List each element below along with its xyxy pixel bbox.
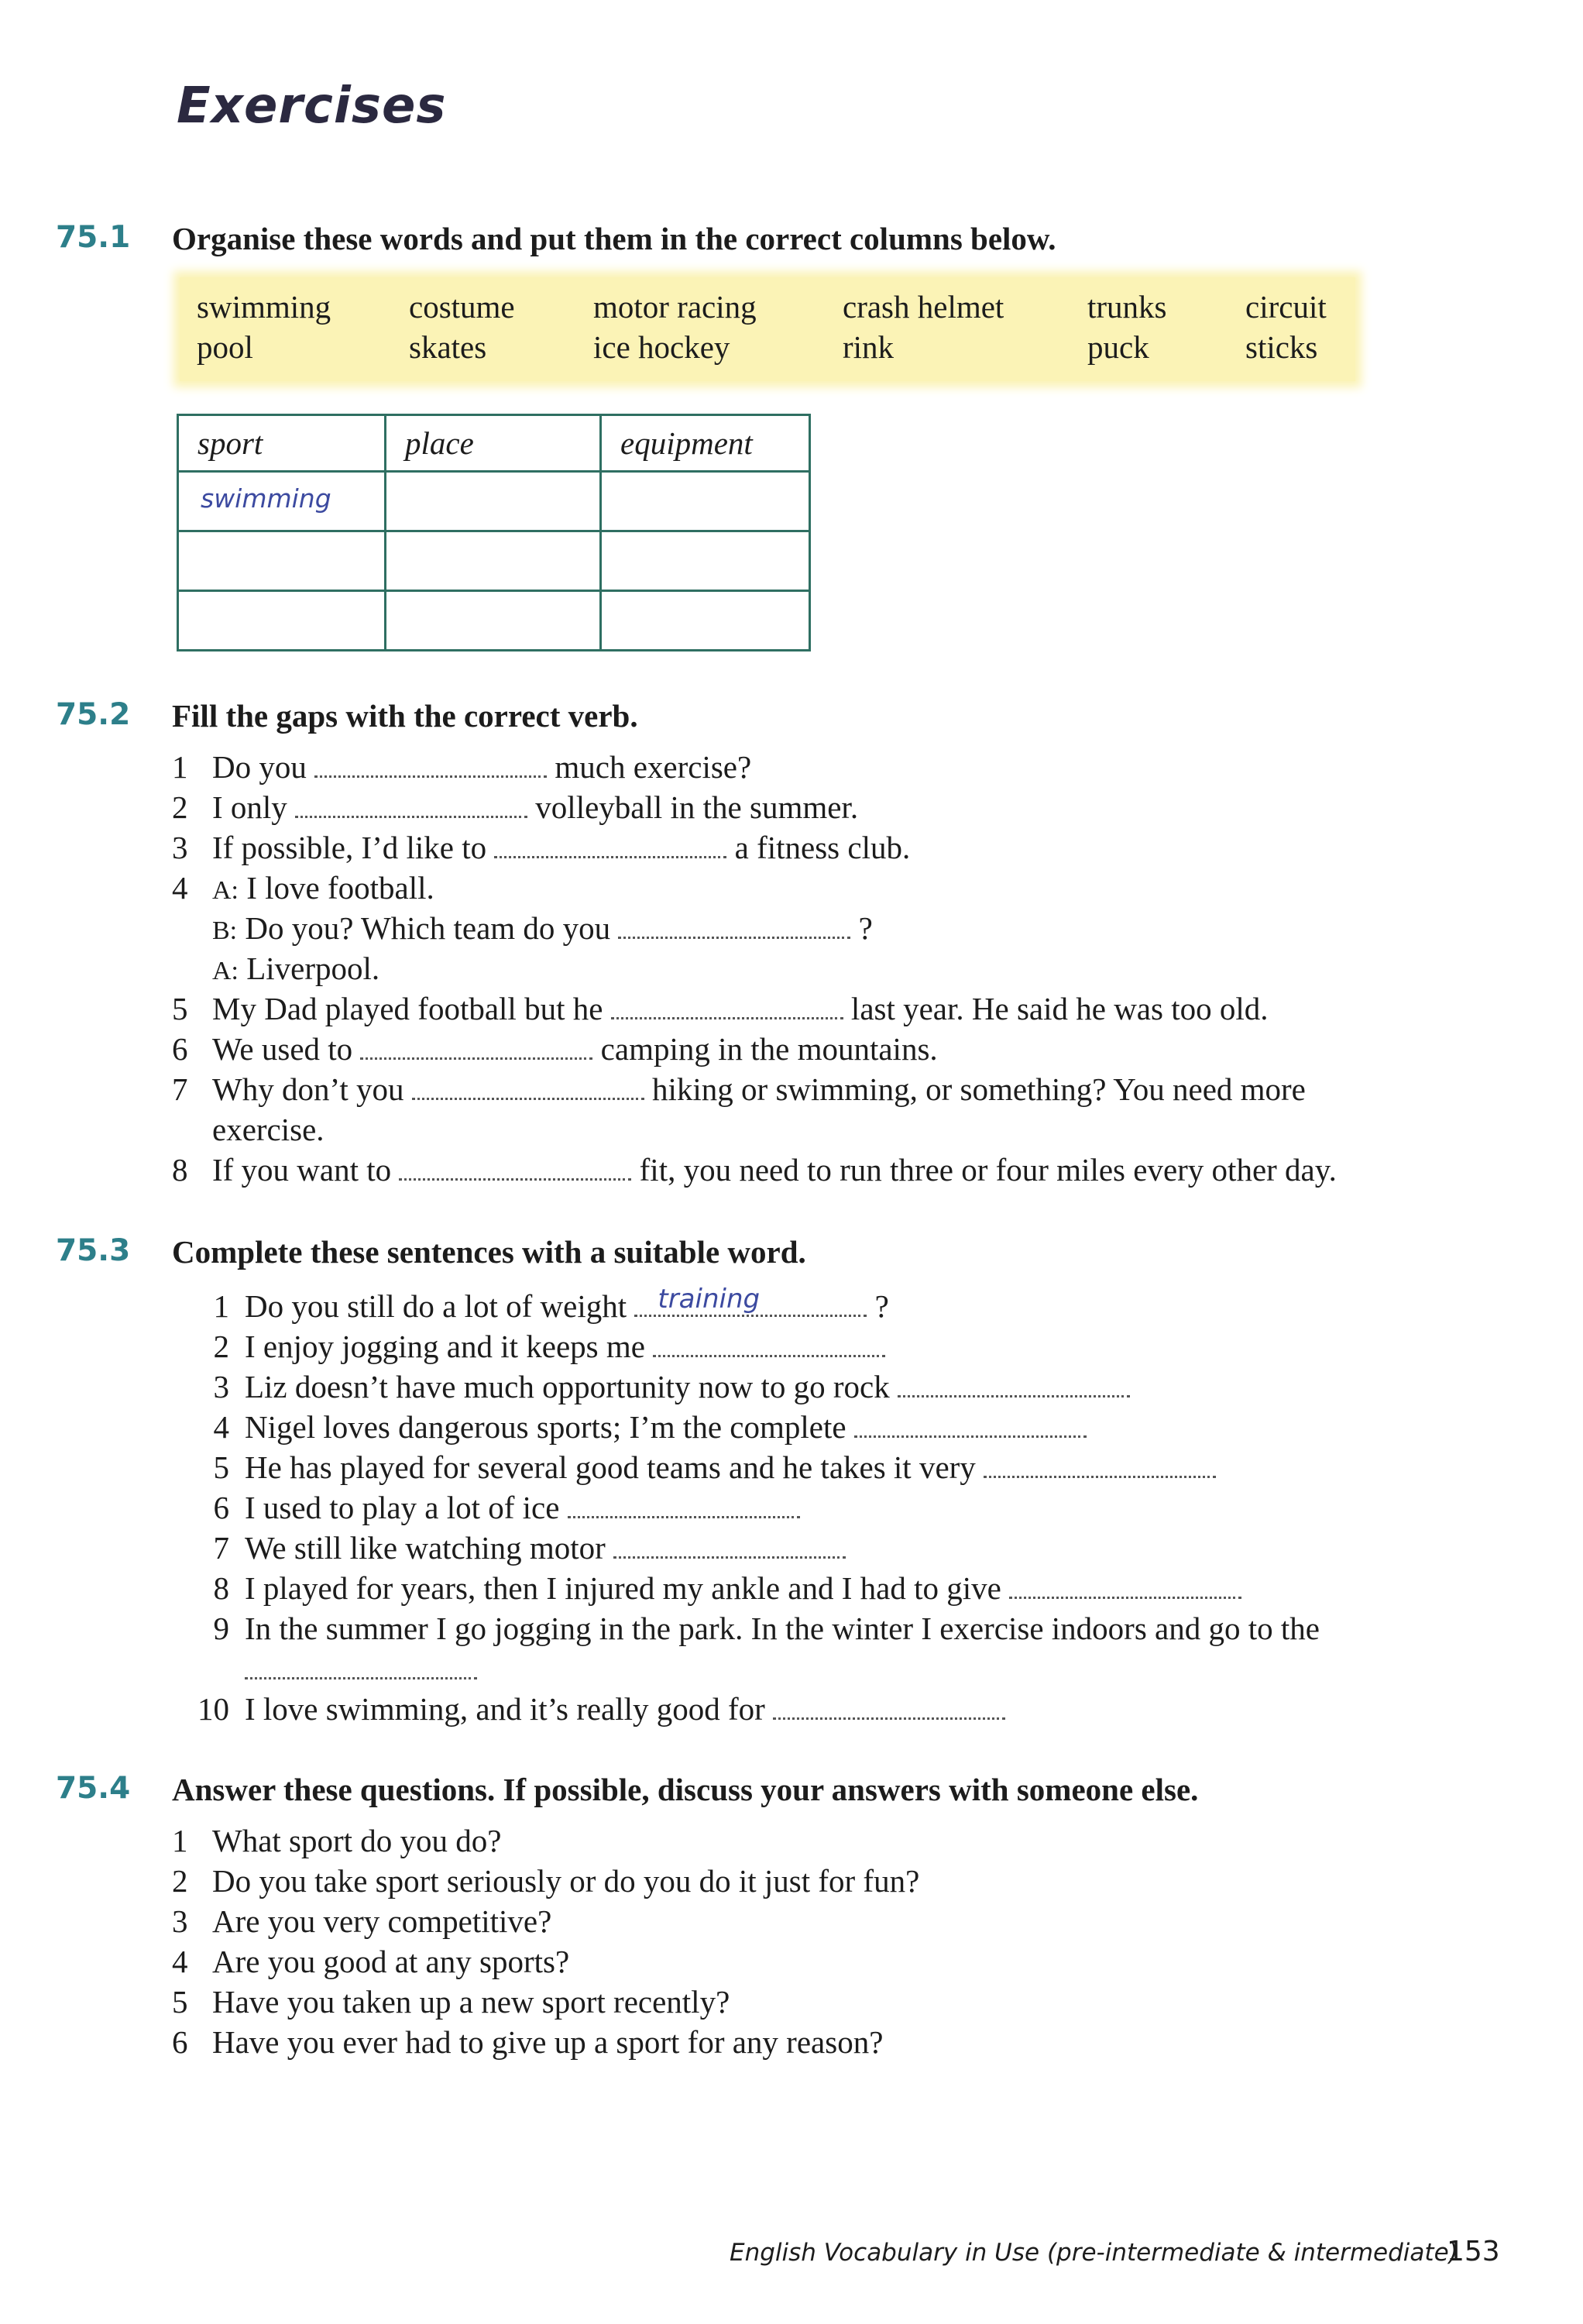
gap-blank[interactable] — [854, 1412, 1087, 1438]
gap-blank[interactable] — [245, 1654, 477, 1679]
gap-blank[interactable] — [613, 1533, 846, 1559]
table-cell[interactable] — [178, 531, 386, 591]
exercise-instruction-75-3: Complete these sentences with a suitable word. — [172, 1234, 806, 1270]
word-item: crash helmet — [843, 289, 1004, 325]
word-box — [180, 277, 1355, 381]
table-cell[interactable] — [601, 591, 810, 651]
word-item: motor racing — [593, 289, 757, 325]
list-item: 8 If you want to fit, you need to run three or four miles every other day. — [172, 1152, 1337, 1188]
gap-blank[interactable] — [618, 913, 850, 939]
exercise-instruction-75-4: Answer these questions. If possible, discuss your answers with someone else. — [172, 1772, 1199, 1807]
list-item: 1 Do you still do a lot of weight training ? — [213, 1284, 889, 1324]
table-cell[interactable] — [601, 531, 810, 591]
list-item: 2 I enjoy jogging and it keeps me — [172, 1328, 885, 1365]
page-number: 153 — [1447, 2236, 1500, 2267]
table-cell[interactable] — [386, 591, 601, 651]
exercise-instruction-75-1: Organise these words and put them in the correct columns below. — [172, 221, 1056, 256]
table-header-equipment: equipment — [601, 415, 810, 472]
list-item: 3 Are you very competitive? — [172, 1903, 552, 1939]
list-item: 6 Have you ever had to give up a sport for any reason? — [172, 2024, 884, 2060]
exercise-number-75-1: 75.1 — [56, 220, 131, 255]
table-cell[interactable] — [386, 531, 601, 591]
gap-blank[interactable] — [360, 1034, 592, 1060]
table-cell[interactable] — [601, 472, 810, 531]
table-header-sport: sport — [178, 415, 386, 472]
list-item: 3 Liz doesn’t have much opportunity now to go rock — [172, 1368, 1130, 1405]
list-item: 5 Have you taken up a new sport recently? — [172, 1984, 730, 2020]
list-item: 1 Do you much exercise? — [172, 749, 752, 785]
word-item: rink — [843, 329, 895, 365]
gap-blank[interactable] — [295, 792, 527, 818]
list-item: 9 In the summer I go jogging in the park. In the winter I exercise indoors and go to the — [213, 1611, 1320, 1646]
list-item: 1 What sport do you do? — [172, 1823, 502, 1858]
list-item: 2 Do you take sport seriously or do you do it just for fun? — [172, 1863, 920, 1899]
word-item: skates — [409, 329, 487, 365]
book-title-footer: English Vocabulary in Use (pre-intermediate & intermediate) — [730, 2239, 1458, 2267]
exercise-number-75-2: 75.2 — [56, 697, 131, 732]
word-item: costume — [409, 289, 515, 325]
gap-blank[interactable] — [314, 752, 547, 778]
handwritten-example: swimming — [201, 483, 331, 514]
handwritten-answer: training — [658, 1284, 761, 1315]
list-item: 10 I love swimming, and it’s really good for — [172, 1690, 1005, 1728]
list-item: exercise. — [212, 1112, 324, 1147]
gap-blank[interactable] — [412, 1074, 644, 1100]
word-item: sticks — [1245, 329, 1318, 365]
gap-blank[interactable] — [399, 1155, 631, 1181]
gap-blank[interactable] — [898, 1372, 1130, 1397]
list-item: 8 I played for years, then I injured my ankle and I had to give — [172, 1569, 1241, 1607]
gap-blank[interactable] — [1009, 1573, 1241, 1599]
exercise-number-75-3: 75.3 — [56, 1233, 131, 1268]
list-item: 7 Why don’t you hiking or swimming, or something? You need more — [172, 1071, 1306, 1107]
list-item-continuation — [245, 1650, 477, 1687]
list-item: B: Do you? Which team do you ? — [212, 910, 873, 946]
list-item: 4 Are you good at any sports? — [172, 1944, 570, 1979]
word-item: pool — [197, 329, 253, 365]
list-item: 4 A: I love football. — [172, 870, 434, 906]
list-item: 3 If possible, I’d like to a fitness club. — [172, 830, 911, 865]
table-header-place: place — [386, 415, 601, 472]
list-item: 4 Nigel loves dangerous sports; I’m the complete — [172, 1408, 1087, 1446]
word-item: ice hockey — [593, 329, 730, 365]
gap-blank[interactable] — [773, 1694, 1005, 1720]
list-item: 7 We still like watching motor — [172, 1529, 846, 1566]
list-item: 6 I used to play a lot of ice — [172, 1489, 800, 1526]
list-item: A: Liverpool. — [212, 951, 380, 986]
sorting-table — [177, 414, 811, 651]
gap-blank[interactable] — [611, 994, 843, 1019]
exercise-instruction-75-2: Fill the gaps with the correct verb. — [172, 698, 638, 734]
page-title: Exercises — [177, 77, 447, 135]
gap-blank[interactable] — [984, 1452, 1216, 1478]
list-item: 6 We used to camping in the mountains. — [172, 1031, 938, 1067]
gap-blank[interactable] — [568, 1493, 800, 1518]
table-cell[interactable] — [178, 472, 386, 531]
table-cell[interactable] — [386, 472, 601, 531]
list-item: 2 I only volleyball in the summer. — [172, 789, 859, 825]
gap-blank[interactable] — [634, 1284, 867, 1317]
word-item: swimming — [197, 289, 331, 325]
list-item: 5 He has played for several good teams and he takes it very — [172, 1449, 1216, 1486]
list-item: 5 My Dad played football but he last year. He said he was too old. — [172, 991, 1269, 1026]
word-item: trunks — [1087, 289, 1167, 325]
word-item: puck — [1087, 329, 1149, 365]
gap-blank[interactable] — [494, 833, 726, 858]
table-cell[interactable] — [178, 591, 386, 651]
exercise-number-75-4: 75.4 — [56, 1771, 131, 1806]
word-item: circuit — [1245, 289, 1327, 325]
gap-blank[interactable] — [653, 1332, 885, 1357]
